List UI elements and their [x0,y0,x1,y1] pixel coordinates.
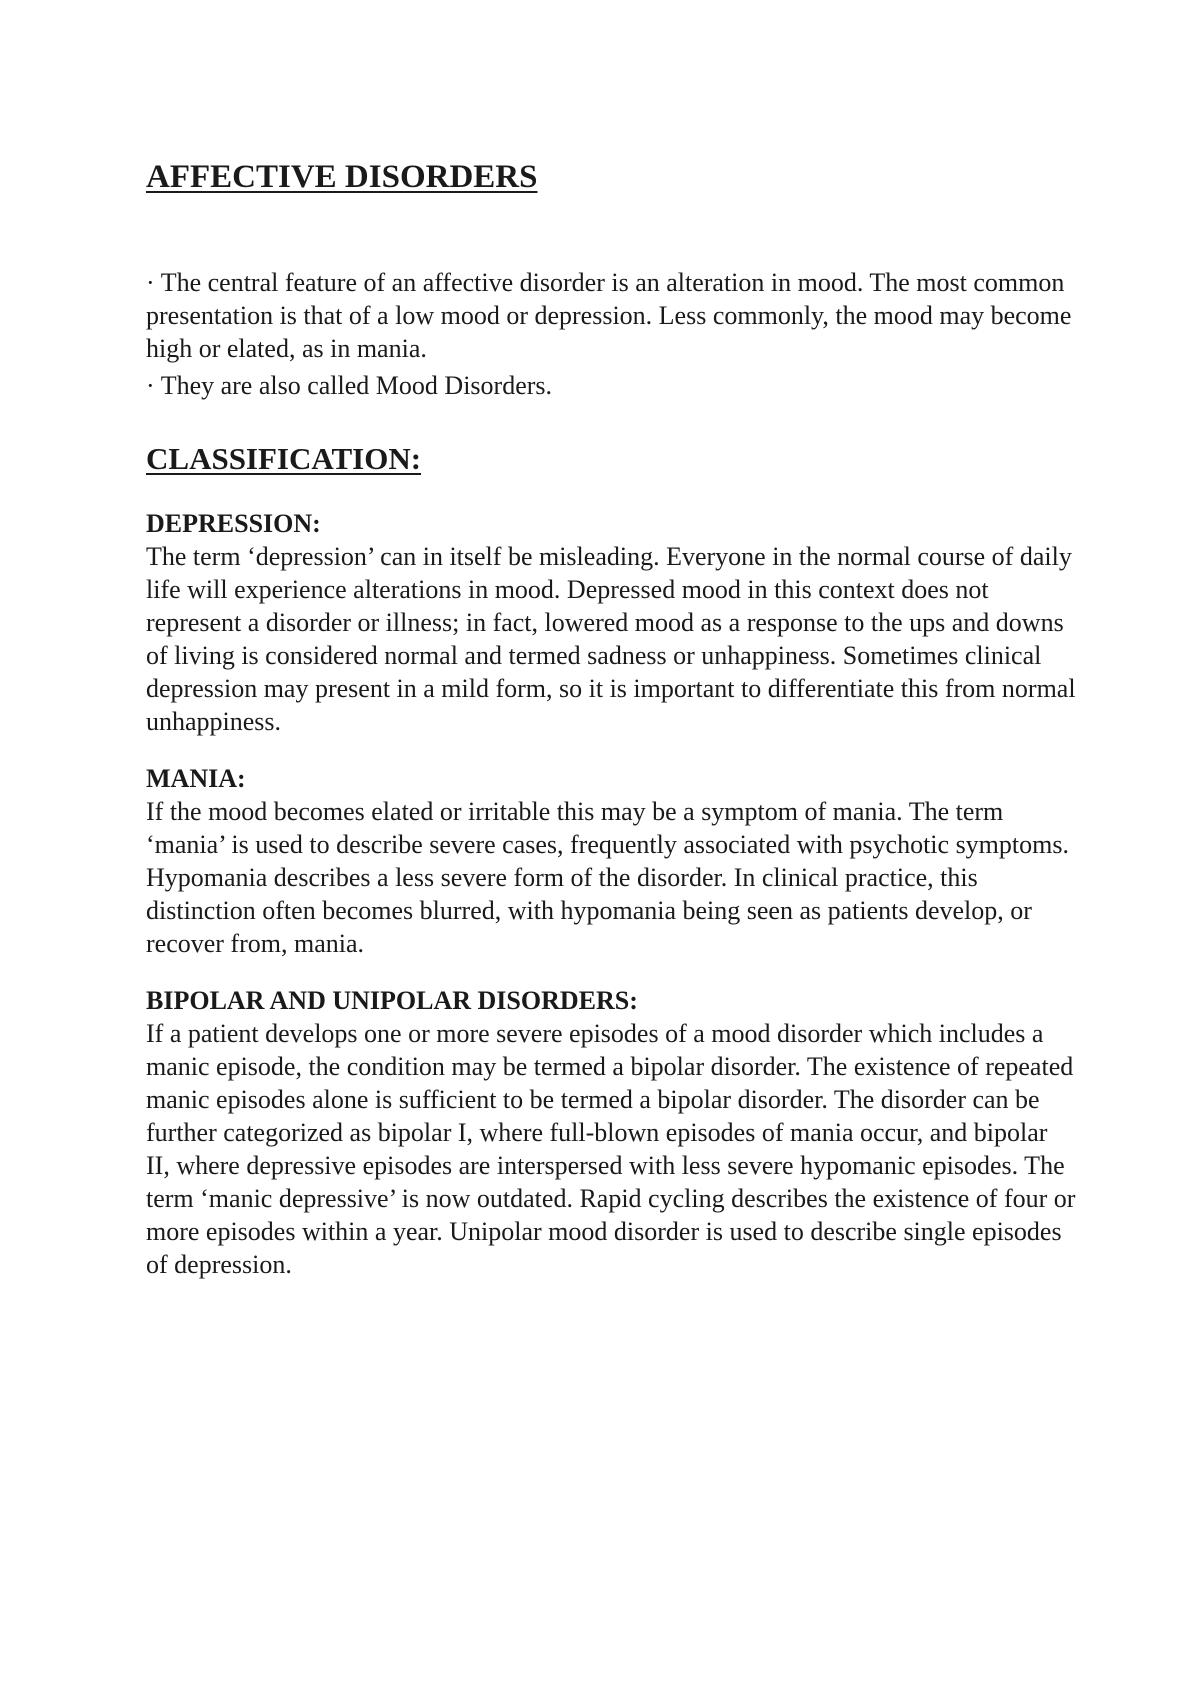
classification-heading: CLASSIFICATION: [146,440,422,476]
section-body: If the mood becomes elated or irritable this may be a symptom of mania. The term ‘mania’ is used to describe severe cases, frequently associated with psychotic symptoms. Hypomania describes a less severe form of the disorder. In clinical practice, this distinction often becomes blurred, with hypomania being seen as patients develop, or recover from, mania. [146,796,1069,958]
section-mania [146,762,1076,960]
section-heading: BIPOLAR AND UNIPOLAR DISORDERS: [146,985,638,1015]
page-title: AFFECTIVE DISORDERS [146,159,538,195]
section-body: The term ‘depression’ can in itself be misleading. Everyone in the normal course of daily life will experience alterations in mood. Depressed mood in this context does not represent a disorder or illness; in fact, lowered mood as a response to the ups and downs of living is considered normal and termed sadness or unhappiness. Sometimes clinical depression may present in a mild form, so it is important to differentiate this from normal unhappiness. [146,541,1076,736]
section-bipolar-unipolar [146,984,1076,1281]
intro-bullets [146,266,1076,402]
section-heading: MANIA: [146,763,246,793]
document-content [146,158,1076,1281]
section-body: If a patient develops one or more severe episodes of a mood disorder which includes a manic episode, the condition may be termed a bipolar disorder. The existence of repeated manic episodes alone is sufficient to be termed a bipolar disorder. The disorder can be further categorized as bipolar I, where full-blown episodes of mania occur, and bipolar II, where depressive episodes are interspersed with less severe hypomanic episodes. The term ‘manic depressive’ is now outdated. Rapid cycling describes the existence of four or more episodes within a year. Unipolar mood disorder is used to describe single episodes of depression. [146,1018,1076,1279]
section-depression [146,507,1076,738]
section-heading: DEPRESSION: [146,508,321,538]
intro-bullet: · The central feature of an affective disorder is an alteration in mood. The most common presentation is that of a low mood or depression. Less commonly, the mood may become high or elated, as in mania. [146,267,1072,363]
intro-bullet: · They are also called Mood Disorders. [146,370,553,400]
